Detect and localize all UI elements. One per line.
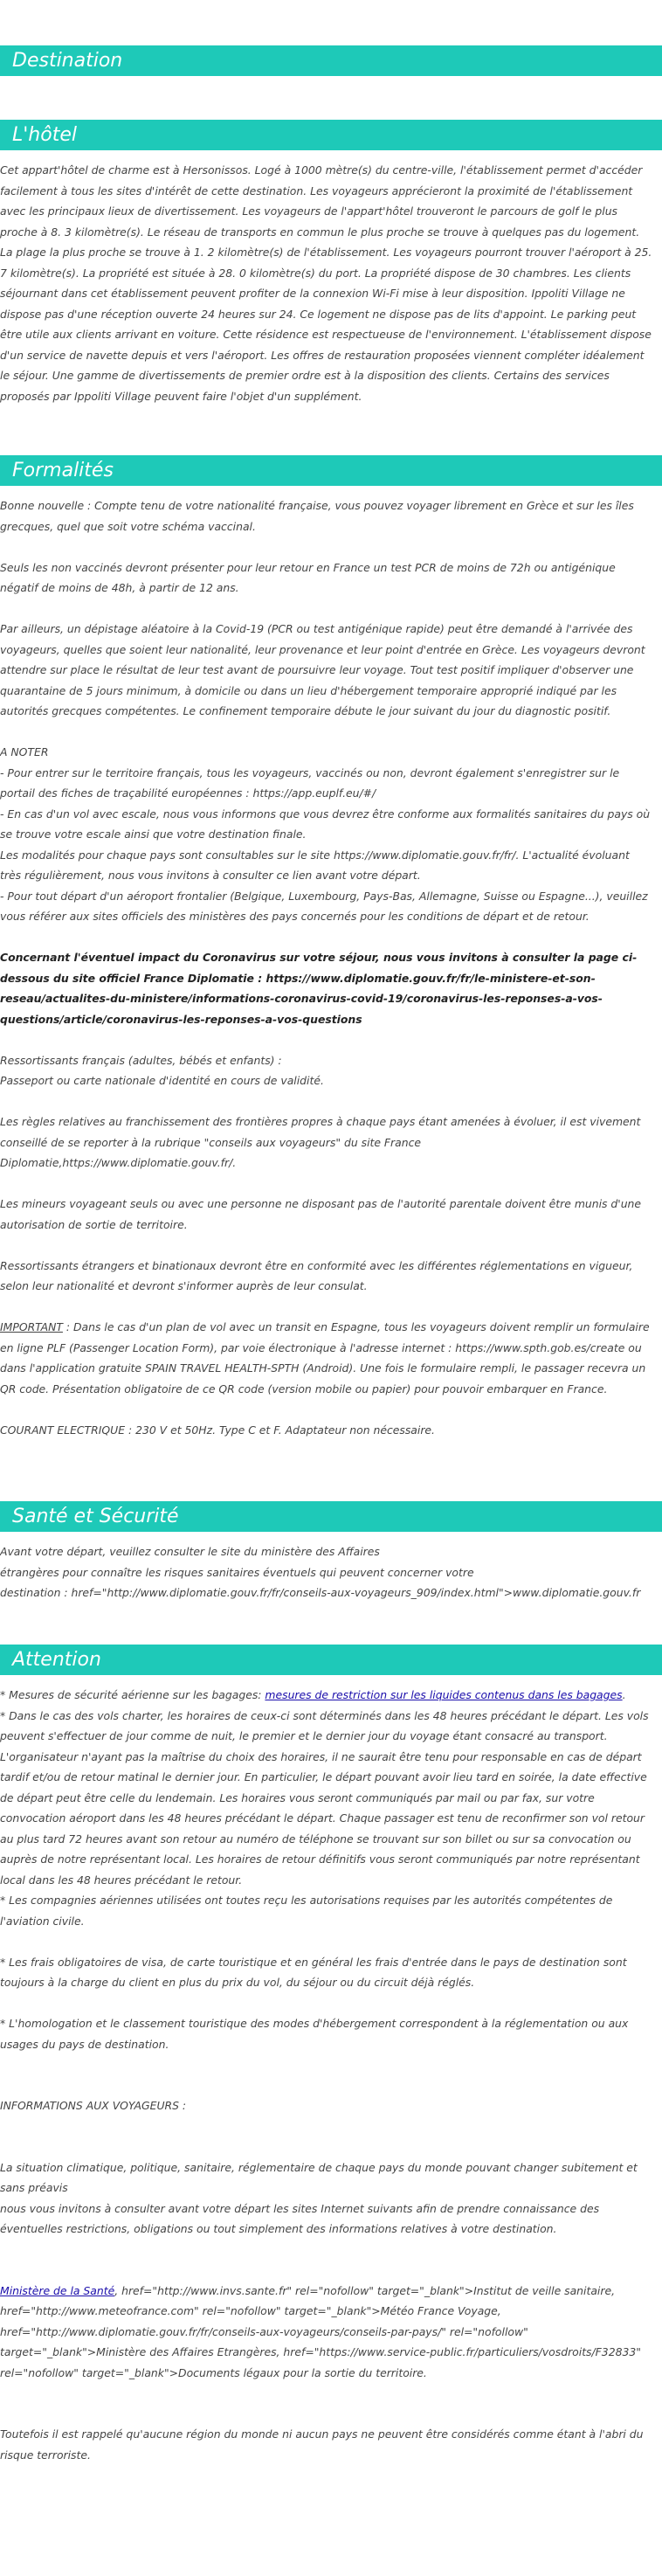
formalites-p2: Seuls les non vaccinés devront présenter pour leur retour en France un test PCR de moins de 72h ou antigénique négatif de moins de 48h, à partir de 12 ans. — [0, 560, 616, 594]
destination-header: Destination — [0, 45, 662, 76]
compagnies-aeriennes: * Les compagnies aériennes utilisées ont toutes reçu les autorisations requises par les autorités compétentes de l'aviation civile. — [0, 1894, 613, 1928]
attention-body — [0, 1685, 653, 2465]
note-4: - Pour tout départ d'un aéroport frontalier (Belgique, Luxembourg, Pays-Bas, Allemagne, Suisse ou Espagne...), veuillez vous référer aux sites officiels des ministères des pays concernés pour les conditions de départ et de retour. — [0, 889, 648, 923]
important-paragraph — [0, 1317, 653, 1399]
frais-obligatoires: * Les frais obligatoires de visa, de carte touristique et en général les frais d'entrée dans le pays de destination sont toujours à la charge du client en plus du prix du vol, du séjour ou du circuit déjà réglés. — [0, 1955, 627, 1989]
vols-charter: * Dans le cas des vols charter, les horaires de ceux-ci sont déterminés dans les 48 heures précédant le départ. Les vols peuvent s'effectuer de jour comme de nuit, le premier et le dernier jour du voyage étant consacré au transport. L'organisateur n'ayant pas la maîtrise du choix des horaires, il ne saurait être tenu pour responsable en cas de départ tardif et/ou de retour matinal le dernier jour. En particulier, le départ pouvant avoir lieu tard en soirée, la date effective de départ peut être celle du lendemain. Les horaires vous seront communiqués par mail ou par fax, sur votre convocation aéroport dans les 48 heures précédant le départ. Chaque passager est tenu de reconfirmer son vol retour au plus tard 72 heures avant son retour au numéro de téléphone se trouvant sur son billet ou sur sa convocation ou auprès de notre représentant local. Les horaires de retour définitifs vous seront communiqués par notre représentant local dans les 48 heures précédant le retour. — [0, 1708, 649, 1887]
ressortissants-docs: Passeport ou carte nationale d'identité en cours de validité. — [0, 1074, 324, 1087]
formalites-p6: Ressortissants étrangers et binationaux devront être en conformité avec les différentes réglementations en vigueur, selon leur nationalité et devront s'informer auprès de leur consulat. — [0, 1258, 633, 1292]
note-3: Les modalités pour chaque pays sont consultables sur le site https://www.diplomatie.gouv.fr/fr/. L'actualité évoluant très régulièrement, nous vous invitons à consulter ce lien avant votre départ. — [0, 848, 630, 882]
sante-line-1: Avant votre départ, veuillez consulter le site du ministère des Affaires — [0, 1545, 380, 1558]
important-label: IMPORTANT — [0, 1320, 63, 1333]
situation-2: nous vous invitons à consulter avant votre départ les sites Internet suivants afin de prendre connaissance des éventuelles restrictions, obligations ou tout simplement des informations relatives à votre destination. — [0, 2201, 600, 2235]
note-1: - Pour entrer sur le territoire français, tous les voyageurs, vaccinés ou non, devront également s'enregistrer sur le portail des fiches de traçabilité européennes : https://app.euplf.eu/#/ — [0, 765, 620, 800]
ministere-sante-link[interactable]: Ministère de la Santé — [0, 2283, 115, 2297]
risque-terroriste: Toutefois il est rappelé qu'aucune région du monde ni aucun pays ne peuvent être considérés comme étant à l'abri du risque terroriste. — [0, 2427, 644, 2462]
hotel-text: Cet appart'hôtel de charme est à Hersonissos. Logé à 1000 mètre(s) du centre-ville, l'établissement permet d'accéder facilement à tous les sites d'intérêt de cette destination. Les voyageurs apprécieront la proximité de l'établissement avec les principaux lieux de divertissement. Les voyageurs de l'appart'hôtel trouveront le parcours de golf le plus proche à 8. 3 kilomètre(s). Le réseau de transports en commun le plus proche se trouve à quelques pas du logement. La plage la plus proche se trouve à 1. 2 kilomètre(s) de l'établissement. Les voyageurs pourront trouver l'aéroport à 25. 7 kilomètre(s). La propriété est située à 28. 0 kilomètre(s) du port. La propriété dispose de 30 chambres. Les clients séjournant dans cet établissement peuvent profiter de la connexion Wi-Fi mise à leur disposition. Ippoliti Village ne dispose pas d'une réception ouverte 24 heures sur 24. Ce logement ne dispose pas de lits d'appoint. Le parking peut être utile aux clients arrivant en voiture. Cette résidence est respectueuse de l'environnement. L'établissement dispose d'un service de navette depuis et vers l'aéroport. Les offres de restauration proposées viennent compléter idéalement le séjour. Une gamme de divertissements de premier ordre est à la disposition des clients. Certains des services proposés par Ippoliti Village peuvent faire l'objet d'un supplément. — [0, 163, 652, 403]
hotel-description — [0, 160, 653, 406]
sante-line-2: étrangères pour connaître les risques sanitaires éventuels qui peuvent concerner votre — [0, 1565, 474, 1579]
sante-line-3: destination : href="http://www.diplomatie.gouv.fr/fr/conseils-aux-voyageurs_909/index.html">www.diplomatie.gouv.fr — [0, 1586, 641, 1599]
liens-utiles — [0, 2281, 653, 2384]
important-text: : Dans le cas d'un plan de vol avec un transit en Espagne, tous les voyageurs doivent remplir un formulaire en ligne PLF (Passenger Location Form), par voie électronique à l'adresse internet : https://www.spth.gob.es/create ou dans l'application gratuite SPAIN TRAVEL HEALTH-SPTH (Android). Une fois le formulaire rempli, le passager recevra un QR code. Présentation obligatoire de ce QR code (version mobile ou papier) pour pouvoir embarquer en France. — [0, 1320, 650, 1395]
sante-header: Santé et Sécurité — [0, 1501, 662, 1532]
formalites-header: Formalités — [0, 455, 662, 486]
liens-text: , href="http://www.invs.sante.fr" rel="nofollow" target="_blank">Institut de veille sanitaire, href="http://www.meteofrance.com" rel="nofollow" target="_blank">Météo France Voyage, href="http://www.diplomatie.gouv.fr/fr/conseils-aux-voyageurs/conseils-par-pays/" rel="nofollow" target="_blank">Ministère des Affaires Etrangères, href="https://www.service-public.fr/particuliers/vosdroits/F32833" rel="nofollow" target="_blank">Documents légaux pour la sortie du territoire. — [0, 2283, 641, 2379]
situation-1: La situation climatique, politique, sanitaire, réglementaire de chaque pays du monde pouvant changer subitement et sans préavis — [0, 2160, 638, 2194]
mesures-securite: * Mesures de sécurité aérienne sur les bagages: mesures de restriction sur les liquides contenus dans les bagages. — [0, 1688, 626, 1701]
informations-title: INFORMATIONS AUX VOYAGEURS : — [0, 2099, 187, 2112]
formalites-p5: Les mineurs voyageant seuls ou avec une personne ne disposant pas de l'autorité parentale doivent être munis d'une autorisation de sortie de territoire. — [0, 1197, 642, 1231]
homologation: * L'homologation et le classement touristique des modes d'hébergement correspondent à la réglementation ou aux usages du pays de destination. — [0, 2017, 629, 2051]
ressortissants-title: Ressortissants français (adultes, bébés et enfants) : — [0, 1053, 282, 1067]
formalites-p1: Bonne nouvelle : Compte tenu de votre nationalité française, vous pouvez voyager librement en Grèce et sur les îles grecques, quel que soit votre schéma vaccinal. — [0, 499, 634, 533]
courant-electrique: COURANT ELECTRIQUE : 230 V et 50Hz. Type C et F. Adaptateur non nécessaire. — [0, 1423, 435, 1437]
formalites-p4: Les règles relatives au franchissement des frontières propres à chaque pays étant amenées à évoluer, il est vivement conseillé de se reporter à la rubrique "conseils aux voyageurs" du site France Diplomatie,https://www.diplomatie.gouv.fr/. — [0, 1115, 641, 1169]
sante-body — [0, 1541, 653, 1603]
note-title: A NOTER — [0, 745, 49, 758]
attention-header: Attention — [0, 1645, 662, 1675]
liquides-restriction-link[interactable]: mesures de restriction sur les liquides contenus dans les bagages — [265, 1688, 623, 1701]
formalites-body — [0, 495, 653, 1440]
formalites-p3: Par ailleurs, un dépistage aléatoire à la Covid-19 (PCR ou test antigénique rapide) peut être demandé à l'arrivée des voyageurs, quelles que soient leur nationalité, leur provenance et leur point d'entrée en Grèce. Les voyageurs devront attendre sur place le résultat de leur test avant de poursuivre leur voyage. Tout test positif impliquer d'observer une quarantaine de 5 jours minimum, à domicile ou dans un lieu d'hébergement temporaire approprié indiqué par les autorités grecques compétentes. Le confinement temporaire débute le jour suivant du jour du diagnostic positif. — [0, 622, 645, 717]
coronavirus-notice: Concernant l'éventuel impact du Coronavirus sur votre séjour, nous vous invitons à consulter la page ci-dessous du site officiel France Diplomatie : https://www.diplomatie.gouv.fr/fr/le-ministere-et-son-reseau/actualites-du-ministere/informations-coronavirus-covid-19/coronavirus-les-reponses-a-vos-questions/article/coronavirus-les-reponses-a-vos-questions — [0, 951, 638, 1026]
hotel-header: L'hôtel — [0, 120, 662, 150]
note-2: - En cas d'un vol avec escale, nous vous informons que vous devrez être conforme aux formalités sanitaires du pays où se trouve votre escale ainsi que votre destination finale. — [0, 807, 651, 841]
